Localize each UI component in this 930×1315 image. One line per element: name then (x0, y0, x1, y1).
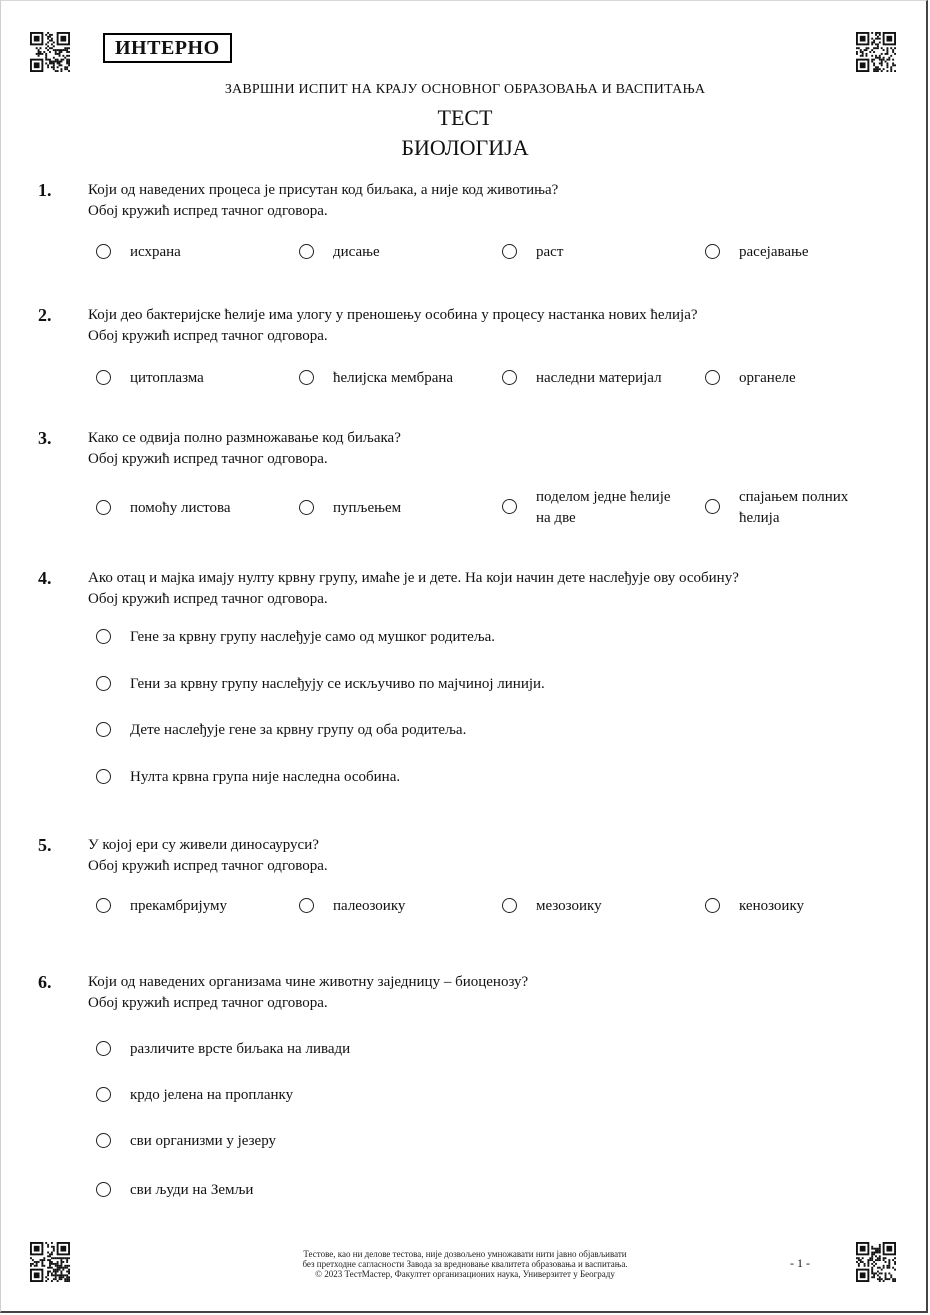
radio-circle-icon[interactable] (96, 1133, 111, 1148)
question-number: 1. (38, 180, 52, 200)
question-number: 4. (38, 568, 52, 588)
radio-circle-icon[interactable] (96, 769, 111, 784)
question-instruction: Обој кружић испред тачног одговора. (88, 203, 328, 219)
question-instruction: Обој кружић испред тачног одговора. (88, 591, 328, 607)
question-text: Који део бактеријске ћелије има улогу у преношењу особина у процесу настанка нових ћелија? (88, 307, 698, 323)
radio-circle-icon[interactable] (299, 500, 314, 515)
question-instruction: Обој кружић испред тачног одговора. (88, 451, 328, 467)
question-instruction: Обој кружић испред тачног одговора. (88, 995, 328, 1011)
qr-code-icon (30, 32, 70, 72)
radio-circle-icon[interactable] (96, 676, 111, 691)
question-instruction: Обој кружић испред тачног одговора. (88, 858, 328, 874)
radio-circle-icon[interactable] (96, 1182, 111, 1197)
radio-circle-icon[interactable] (299, 370, 314, 385)
question-number: 5. (38, 835, 52, 855)
subject-title: БИОЛОГИЈА (401, 135, 529, 160)
copyright-notice: Тестове, као ни делове тестова, није дозвољено умножавати нити јавно објављивати без претходне сагласности Завода за вредновање квалитета образовања и васпитања. © 2023 ТестМастер, Факултет организационих наука, Универзитет у Београду (302, 1249, 628, 1279)
radio-circle-icon[interactable] (705, 499, 720, 514)
radio-circle-icon[interactable] (96, 722, 111, 737)
radio-circle-icon[interactable] (96, 898, 111, 913)
radio-circle-icon[interactable] (502, 244, 517, 259)
test-title: ТЕСТ (437, 105, 493, 130)
page-number: - 1 - (790, 1256, 810, 1270)
radio-circle-icon[interactable] (705, 898, 720, 913)
question-number: 6. (38, 972, 52, 992)
question-instruction: Обој кружић испред тачног одговора. (88, 328, 328, 344)
internal-badge: ИНТЕРНО (103, 33, 232, 63)
radio-circle-icon[interactable] (299, 898, 314, 913)
radio-circle-icon[interactable] (705, 244, 720, 259)
qr-code-icon (856, 32, 896, 72)
radio-circle-icon[interactable] (502, 370, 517, 385)
question-text: Који од наведених процеса је присутан код биљака, а није код животиња? (88, 182, 559, 198)
radio-circle-icon[interactable] (96, 370, 111, 385)
radio-circle-icon[interactable] (705, 370, 720, 385)
radio-circle-icon[interactable] (96, 244, 111, 259)
exam-subtitle: ЗАВРШНИ ИСПИТ НА КРАЈУ ОСНОВНОГ ОБРАЗОВАЊА И ВАСПИТАЊА (224, 82, 706, 97)
radio-circle-icon[interactable] (96, 1087, 111, 1102)
radio-circle-icon[interactable] (96, 500, 111, 515)
radio-circle-icon[interactable] (299, 244, 314, 259)
radio-circle-icon[interactable] (96, 629, 111, 644)
question-text: Који од наведених организама чине животну заједницу – биоценозу? (88, 974, 529, 990)
question-number: 3. (38, 428, 52, 448)
question-number: 2. (38, 305, 52, 325)
radio-circle-icon[interactable] (502, 499, 517, 514)
question-text: Ако отац и мајка имају нулту крвну групу, имаће је и дете. На који начин дете наслеђује ову особину? (88, 570, 739, 586)
radio-circle-icon[interactable] (96, 1041, 111, 1056)
question-text: У којој ери су живели диносауруси? (88, 837, 319, 853)
question-text: Како се одвија полно размножавање код биљака? (88, 430, 401, 446)
qr-code-icon (856, 1242, 896, 1282)
qr-code-icon (30, 1242, 70, 1282)
radio-circle-icon[interactable] (502, 898, 517, 913)
